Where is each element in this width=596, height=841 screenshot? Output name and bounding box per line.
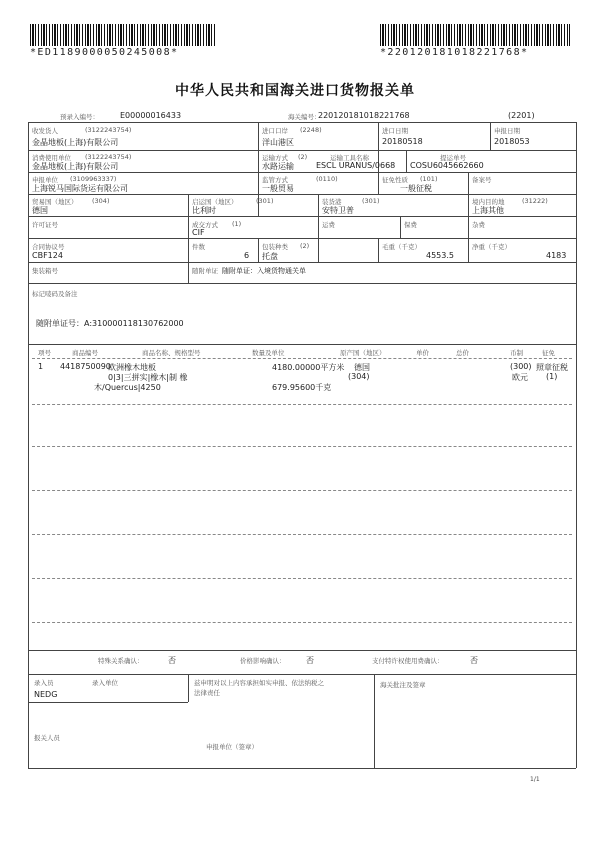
form-right-border	[576, 122, 577, 674]
goods-header-duty: 征免	[542, 349, 555, 357]
trade-country-label: 贸易国（地区）	[32, 198, 78, 206]
tax-value: 一般征税	[400, 184, 432, 193]
row-divider	[28, 262, 576, 263]
license-label: 许可证号	[32, 221, 58, 229]
transport-value: 水路运输	[262, 162, 294, 171]
dest-value: 上海其他	[472, 206, 504, 215]
deal-value: CIF	[192, 228, 205, 237]
origin-value: 比利时	[192, 206, 216, 215]
transport-label: 运输方式	[262, 154, 288, 162]
agent-code: (3109963337)	[70, 175, 117, 183]
docs-label: 随附单证	[192, 267, 218, 275]
col-divider	[258, 238, 259, 262]
col-divider	[188, 194, 189, 262]
goods-origin-line-1: 德国	[354, 363, 370, 372]
barcode-right	[380, 24, 570, 46]
entry-clerk-value: NEDG	[34, 690, 58, 699]
packages-label: 件数	[192, 243, 205, 251]
special-relation-label: 特殊关系确认：	[98, 657, 144, 665]
goods-header-item: 项号	[38, 349, 51, 357]
gross-label: 毛重（千克）	[382, 243, 421, 251]
col-divider	[318, 194, 319, 262]
agent-name: 上海锐马国际货运有限公司	[32, 184, 128, 193]
net-value: 4183	[546, 251, 567, 260]
goods-currency-line-1: (300)	[510, 362, 532, 371]
col-divider	[378, 238, 379, 262]
origin-label: 启运国（地区）	[192, 198, 238, 206]
docs-value: 随附单证：入境货物通关单	[222, 267, 306, 275]
bl-label: 提运单号	[440, 154, 466, 162]
trade-country-value: 德国	[32, 206, 48, 215]
import-port-label: 进口口岸	[262, 127, 288, 135]
transport-code: (2)	[298, 153, 308, 161]
col-divider	[188, 262, 189, 283]
goods-qty-line-1: 4180.00000平方米	[272, 363, 345, 372]
prerecord-label: 预录入编号：	[60, 113, 99, 121]
declaration-line-2: 法律责任	[194, 689, 220, 697]
user-code: (3122243754)	[85, 153, 132, 161]
gross-value: 4553.5	[426, 251, 454, 260]
declare-date-value: 2018053	[494, 137, 530, 146]
row-divider	[28, 238, 576, 239]
supervision-code: (0110)	[316, 175, 338, 183]
col-divider	[400, 216, 401, 238]
agent-label: 申报单位	[32, 176, 58, 184]
price-impact-value: 否	[306, 656, 314, 665]
net-label: 净重（千克）	[472, 243, 511, 251]
row-divider	[28, 150, 576, 151]
declarant-label: 报关人员	[34, 734, 60, 742]
goods-row-rule	[32, 404, 572, 405]
consignee-label: 收发货人	[32, 127, 58, 135]
col-divider	[468, 194, 469, 262]
goods-name-line-2: 0|3|三拼实|橡木|制 橡	[108, 373, 188, 382]
row-divider	[28, 283, 576, 284]
tax-label: 征免性质	[382, 176, 408, 184]
import-port-code: (2248)	[300, 126, 322, 134]
goods-header-total: 总价	[456, 349, 469, 357]
entry-clerk-label: 录入员	[34, 679, 54, 687]
footer-bottom-rule	[28, 768, 576, 769]
confirm-top-rule	[28, 650, 576, 651]
customs-code: (2201)	[508, 111, 535, 120]
contract-value: CBF124	[32, 251, 63, 260]
footer-divider	[188, 674, 189, 702]
goods-header-rule	[32, 358, 572, 359]
vessel-label: 运输工具名称	[330, 154, 369, 162]
goods-header-origin: 原产国（地区）	[340, 349, 386, 357]
goods-header-currency: 币制	[510, 349, 523, 357]
footer-left-border	[28, 674, 29, 768]
goods-row-rule	[32, 534, 572, 535]
deal-label: 成交方式	[192, 221, 218, 229]
container-label: 集装箱号	[32, 267, 58, 275]
insurance-label: 保费	[404, 221, 417, 229]
supervision-value: 一般贸易	[262, 184, 294, 193]
goods-header-qty: 数量及单位	[252, 349, 285, 357]
special-relation-value: 否	[168, 656, 176, 665]
col-divider	[468, 172, 469, 194]
trade-country-code: (304)	[92, 197, 110, 205]
goods-duty-line-2: (1)	[546, 372, 558, 381]
col-divider	[490, 122, 491, 150]
footer-top-rule	[28, 674, 576, 675]
row-divider	[28, 172, 576, 173]
bl-value: COSU6045662660	[410, 161, 484, 170]
goods-header-name: 商品名称、规格型号	[142, 349, 201, 357]
page-number: 1/1	[530, 776, 540, 783]
vessel-value: ESCL URANUS/0668	[316, 161, 396, 170]
goods-row-rule	[32, 446, 572, 447]
consignee-code: (3122243754)	[85, 126, 132, 134]
price-impact-label: 价格影响确认：	[240, 657, 286, 665]
goods-header-hs: 商品编号	[72, 349, 98, 357]
port-code: (301)	[362, 197, 380, 205]
barcode-left	[30, 24, 216, 46]
customs-no-value: 220120181018221768	[318, 111, 410, 120]
row-divider	[28, 216, 576, 217]
goods-name-line-3: 木/Quercus|4250	[94, 383, 161, 392]
goods-row-rule	[32, 578, 572, 579]
port-label: 装货港	[322, 198, 342, 206]
user-label: 消费使用单位	[32, 154, 71, 162]
royalty-label: 支付特许权使用费确认：	[372, 657, 444, 665]
remarks-label: 标记唛码及备注	[32, 290, 78, 298]
origin-code: (301)	[256, 197, 274, 205]
footer-right-border	[576, 674, 577, 768]
pack-type-label: 包装种类	[262, 243, 288, 251]
goods-currency-line-2: 欧元	[512, 373, 528, 382]
stamp-label: 申报单位（签章）	[206, 743, 258, 751]
dest-code: (31222)	[522, 197, 548, 205]
row-divider	[28, 194, 576, 195]
goods-hs-code: 4418750090	[60, 362, 111, 371]
royalty-value: 否	[470, 656, 478, 665]
goods-name-line-1: 欧洲橡木地板	[108, 363, 156, 372]
consignee-name: 金晶地板(上海)有限公司	[32, 138, 119, 147]
page-title: 中华人民共和国海关进口货物报关单	[175, 83, 415, 99]
barcode-left-text: *ED1189000050245008*	[30, 47, 179, 58]
freight-label: 运费	[322, 221, 335, 229]
goods-row-rule	[32, 490, 572, 491]
import-date-label: 进口日期	[382, 127, 408, 135]
user-name: 金晶地板(上海)有限公司	[32, 162, 119, 171]
deal-code: (1)	[232, 220, 242, 228]
goods-item-no: 1	[38, 362, 44, 371]
misc-label: 杂费	[472, 221, 485, 229]
port-value: 安特卫普	[322, 206, 354, 215]
barcode-right-text: *220120181018221768*	[380, 47, 529, 58]
supervision-label: 监管方式	[262, 176, 288, 184]
goods-header-price: 单价	[416, 349, 429, 357]
row-divider	[28, 344, 576, 345]
remarks-value: 随附单证号：A:310000118130762000	[36, 319, 184, 328]
record-label: 备案号	[472, 176, 492, 184]
import-date-value: 20180518	[382, 137, 423, 146]
dest-label: 境内目的地	[472, 198, 505, 206]
import-port-value: 洋山港区	[262, 138, 294, 147]
goods-row-rule	[32, 622, 572, 623]
entry-unit-label: 录入单位	[92, 679, 118, 687]
col-divider	[406, 150, 407, 172]
col-divider	[378, 122, 379, 194]
packages-value: 6	[244, 251, 250, 260]
customs-annotation-label: 海关批注及签章	[380, 681, 426, 689]
goods-origin-line-2: (304)	[348, 372, 370, 381]
pack-type-code: (2)	[300, 242, 310, 250]
form-top-border	[28, 122, 576, 123]
prerecord-value: E00000016433	[120, 111, 182, 120]
declaration-line-1: 兹申明对以上内容承担如实申报、依法纳税之	[194, 679, 324, 687]
contract-label: 合同协议号	[32, 243, 65, 251]
goods-qty-line-2: 679.95600千克	[272, 383, 332, 392]
tax-code: (101)	[420, 175, 438, 183]
footer-divider	[374, 674, 375, 768]
footer-divider	[28, 702, 188, 703]
form-left-border	[28, 122, 29, 674]
pack-type-value: 托盘	[262, 252, 278, 261]
declare-date-label: 申报日期	[494, 127, 520, 135]
goods-duty-line-1: 照章征税	[536, 363, 568, 372]
customs-no-label: 海关编号：	[288, 113, 321, 121]
